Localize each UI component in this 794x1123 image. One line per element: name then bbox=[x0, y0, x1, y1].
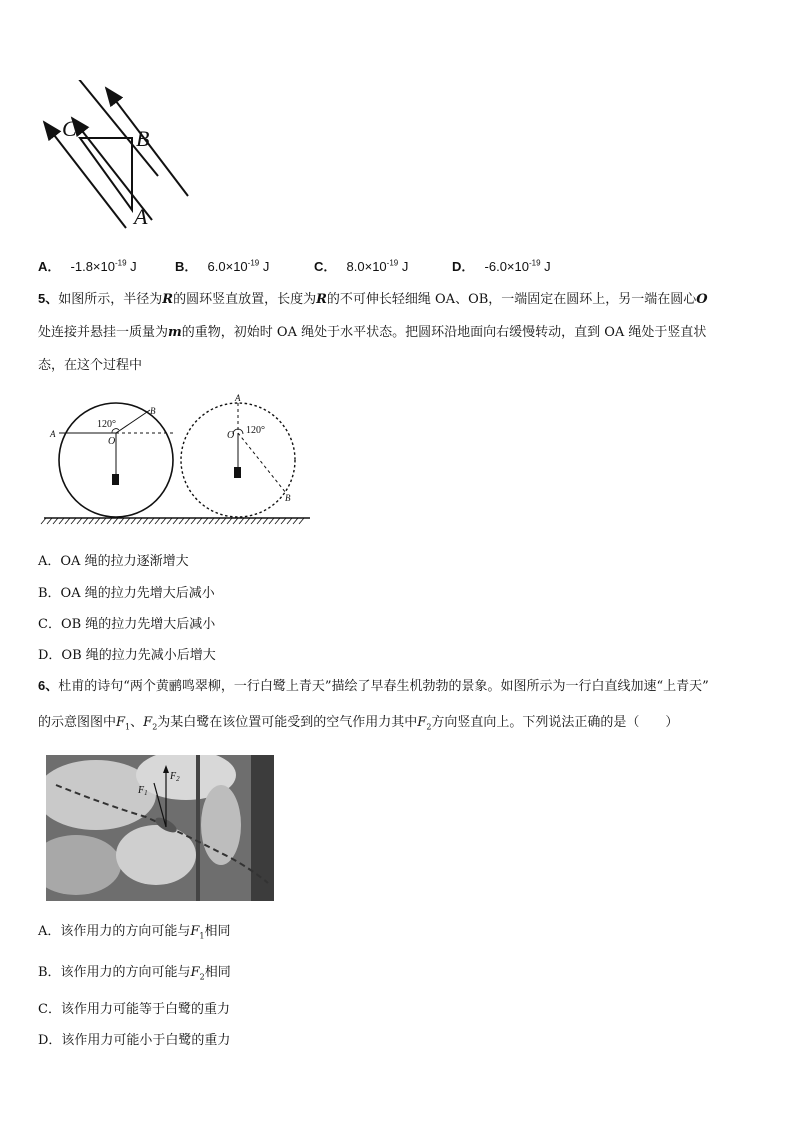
q5-line-2: 处连接并悬挂一质量为m的重物，初始时 OA 绳处于水平状态。把圆环沿地面向右缓慢转动，直到 OA 绳处于竖直状 bbox=[38, 325, 707, 340]
q6-choice-c: C．该作用力可能等于白鹭的重力 bbox=[38, 1002, 230, 1017]
triangle-abc bbox=[80, 138, 132, 210]
q6-stem bbox=[38, 668, 778, 746]
q5-choice-a: A．OA 绳的拉力逐渐增大 bbox=[38, 554, 189, 569]
q4-option-b: B． $6.0\times 10^{-19}$ J bbox=[175, 258, 270, 274]
q5-choice-c: C．OB 绳的拉力先增大后减小 bbox=[38, 617, 216, 632]
q5-ring-diagram bbox=[40, 390, 312, 530]
q4-option-a: A． $-1.8\times 10^{-19}$ J bbox=[38, 258, 137, 274]
q6-choice-a: A．该作用力的方向可能与$F_1$相同 bbox=[38, 924, 231, 941]
svg-text:F1: $F_1$ bbox=[138, 785, 148, 797]
label-c: C bbox=[62, 116, 77, 141]
q5-choice-b: B．OA 绳的拉力先增大后减小 bbox=[38, 586, 215, 601]
egret-photo bbox=[46, 755, 274, 901]
svg-text:B: B bbox=[285, 493, 291, 503]
svg-text:O: O bbox=[227, 430, 235, 441]
svg-text:F2: $F_2$ bbox=[170, 771, 180, 783]
q6-choice-d: D．该作用力可能小于白鹭的重力 bbox=[38, 1033, 231, 1048]
svg-text:A: A bbox=[50, 429, 56, 439]
svg-text:120°: 120° bbox=[246, 425, 265, 436]
svg-text:120°: 120° bbox=[97, 419, 116, 430]
svg-text:B: B bbox=[150, 406, 156, 416]
label-b: B bbox=[136, 126, 150, 151]
q4-option-d: D． $-6.0\times 10^{-19}$ J bbox=[452, 258, 551, 274]
q5-stem bbox=[38, 282, 768, 382]
label-a: A bbox=[134, 204, 148, 229]
svg-text:A: A bbox=[235, 393, 241, 403]
q5-choice-d: D．OB 绳的拉力先减小后增大 bbox=[38, 648, 216, 663]
q4-field-diagram bbox=[40, 80, 200, 230]
svg-text:O: O bbox=[108, 436, 116, 447]
q5-line-1: 5、如图所示，半径为R的圆环竖直放置，长度为R的不可伸长轻细绳 OA、OB，一端固定在圆环上，另一端在圆心O bbox=[38, 291, 708, 307]
q5-line-3: 态，在这个过程中 bbox=[38, 358, 143, 373]
q6-line-1: 6、杜甫的诗句“两个黄鹂鸣翠柳，一行白鹭上青天”描绘了早春生机勃勃的景象。如图所示为一行白直线加速“上青天” bbox=[38, 678, 709, 694]
q6-line-2: 的示意图图中$F_1$、$F_2$为某白鹭在该位置可能受到的空气作用力其中$F_2$方向竖直向上。下列说法正确的是（ ） bbox=[38, 715, 679, 732]
q6-choice-b: B．该作用力的方向可能与$F_2$相同 bbox=[38, 965, 231, 982]
q4-option-c: C． $8.0\times 10^{-19}$ J bbox=[314, 258, 409, 274]
